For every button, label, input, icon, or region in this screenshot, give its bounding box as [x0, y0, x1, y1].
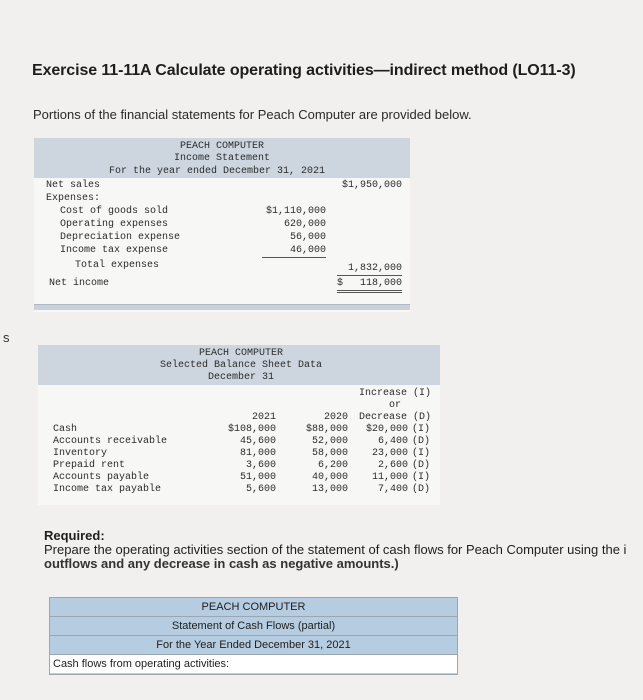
row-label: Inventory [53, 448, 108, 459]
required-line-1: Prepare the operating activities section of the statement of cash flows for Peach Computer using the i [44, 542, 627, 557]
exercise-title: Exercise 11-11A Calculate operating activities—indirect method (LO11-3) [32, 62, 576, 79]
expense-amount: $1,110,000 [265, 206, 326, 217]
expense-amount: 46,000 [262, 245, 326, 258]
total-expenses-label: Total expenses [75, 260, 160, 271]
change-amount: 11,000 [371, 472, 408, 483]
value-2021: $108,000 [227, 424, 276, 435]
row-label: Income tax payable [53, 484, 162, 495]
row-label: Prepaid rent [53, 460, 126, 471]
expense-amount: 620,000 [283, 219, 326, 230]
change-flag: (D) [412, 460, 431, 471]
net-income-row [337, 278, 402, 293]
value-2020: 13,000 [311, 484, 348, 495]
balance-sheet-data [38, 345, 440, 505]
total-expenses-amount: 1,832,000 [337, 263, 402, 276]
bs-date: December 31 [207, 372, 274, 383]
change-flag: (D) [412, 484, 431, 495]
net-income-amount: 118,000 [359, 278, 402, 289]
change-amount: $20,000 [365, 424, 408, 435]
change-header-or: or [388, 400, 401, 411]
required-instructions [44, 529, 626, 571]
row-label: Cash [53, 424, 78, 435]
value-2020: 6,200 [317, 460, 348, 471]
expense-label: Cost of goods sold [60, 206, 169, 217]
intro-text: Portions of the financial statements for Peach Computer are provided below. [33, 107, 472, 122]
is-footer-band [34, 304, 410, 310]
change-amount: 6,400 [377, 436, 408, 447]
cf-period: For the Year Ended December 31, 2021 [50, 636, 457, 655]
row-label: Accounts payable [53, 472, 150, 483]
change-flag: (D) [412, 436, 431, 447]
change-amount: 23,000 [371, 448, 408, 459]
required-line-2: outflows and any decrease in cash as negative amounts.) [44, 556, 399, 571]
cash-flow-statement [49, 597, 458, 675]
value-2021: 51,000 [239, 472, 276, 483]
cf-company: PEACH COMPUTER [50, 598, 457, 617]
change-header-increase: Increase (I) [358, 388, 431, 399]
is-period: For the year ended December 31, 2021 [109, 166, 326, 177]
net-income-label: Net income [49, 278, 110, 289]
expense-label: Operating expenses [60, 219, 169, 230]
change-amount: 2,600 [377, 460, 408, 471]
income-statement [34, 138, 410, 312]
net-income-sign: $ [337, 278, 344, 289]
expenses-label: Expenses: [46, 193, 101, 204]
expense-label: Income tax expense [60, 245, 169, 256]
value-2021: 5,600 [245, 484, 276, 495]
expense-amount: 56,000 [289, 232, 326, 243]
is-title: Income Statement [173, 153, 270, 164]
value-2021: 3,600 [245, 460, 276, 471]
row-label: Accounts receivable [53, 436, 168, 447]
net-sales-amount: $1,950,000 [341, 180, 402, 191]
cf-operating-section-label: Cash flows from operating activities: [50, 655, 457, 674]
value-2020: 52,000 [311, 436, 348, 447]
value-2020: 40,000 [311, 472, 348, 483]
page-edge-letter: s [3, 330, 10, 345]
bs-company: PEACH COMPUTER [198, 348, 283, 359]
required-heading: Required: [44, 528, 105, 543]
column-header-2020: 2020 [323, 412, 348, 423]
bs-title: Selected Balance Sheet Data [159, 360, 323, 371]
value-2021: 81,000 [239, 448, 276, 459]
net-sales-label: Net sales [46, 180, 101, 191]
column-header-2021: 2021 [251, 412, 276, 423]
value-2020: 58,000 [311, 448, 348, 459]
change-amount: 7,400 [377, 484, 408, 495]
is-company: PEACH COMPUTER [179, 141, 264, 152]
value-2021: 45,600 [239, 436, 276, 447]
change-header-decrease: Decrease (D) [358, 412, 431, 423]
change-flag: (I) [412, 448, 431, 459]
expense-label: Depreciation expense [60, 232, 181, 243]
change-flag: (I) [412, 424, 431, 435]
value-2020: $88,000 [305, 424, 348, 435]
cf-title: Statement of Cash Flows (partial) [50, 617, 457, 636]
change-flag: (I) [412, 472, 431, 483]
